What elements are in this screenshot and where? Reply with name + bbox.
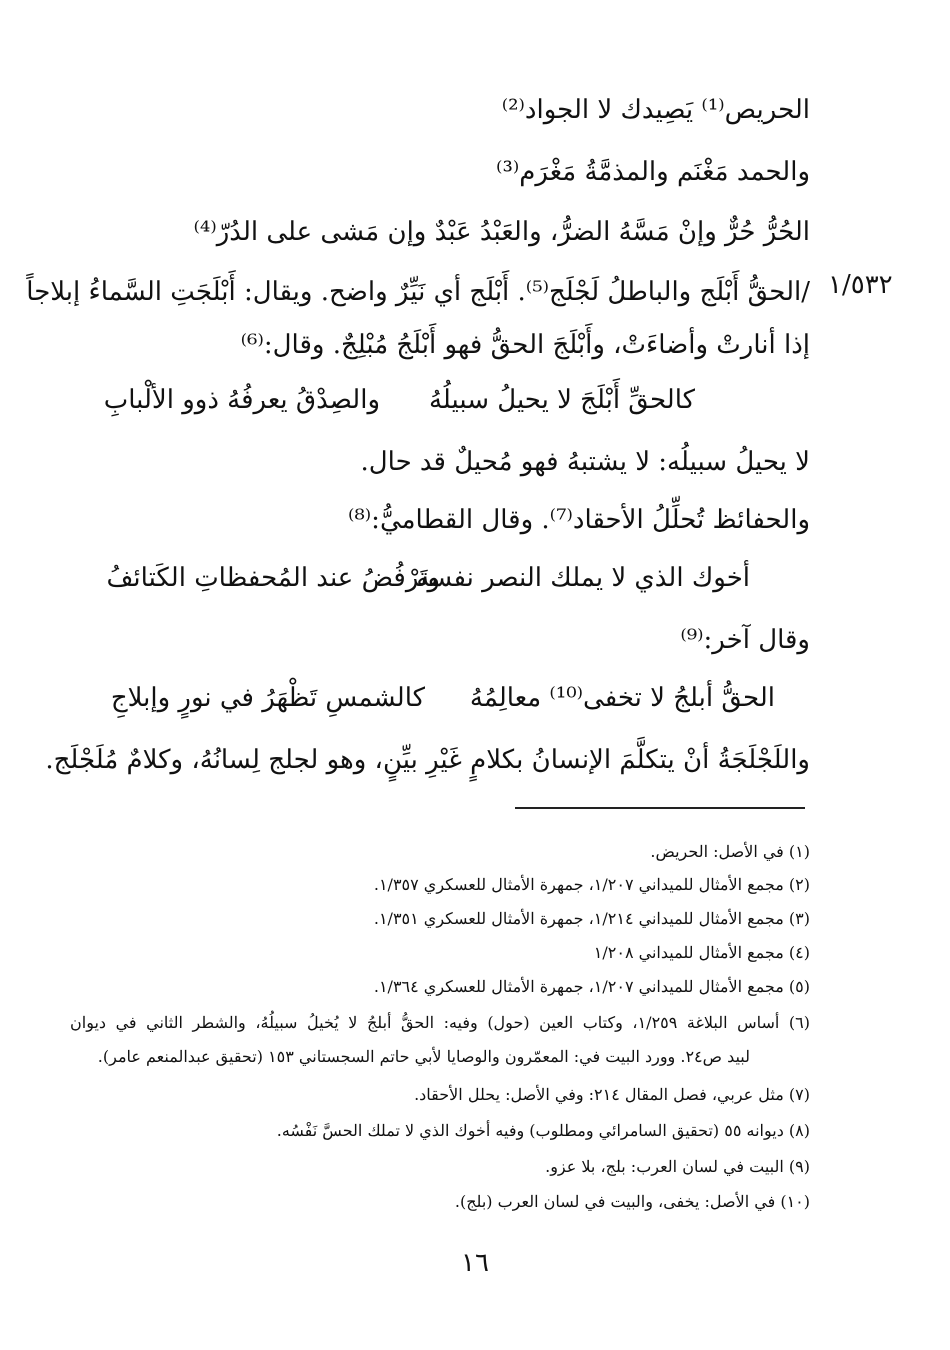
- verse-2-first-hemistich: أخوك الذي لا يملك النصر نفسه: [416, 563, 750, 593]
- footnote-1: (١) في الأصل: الحريض.: [650, 842, 810, 861]
- margin-reference: ١/٥٣٢: [828, 270, 893, 300]
- text-line-6: لا يحيلُ سبيلُه: لا يشتبهُ فهو مُحيلٌ قد حال.: [360, 447, 810, 477]
- text-line-9: واللَجْلَجَةُ أنْ يتكلَّمَ الإنسانُ بكلامٍ غَيْرِ بيِّنٍ، وهو لجلج لِسانُهُ، وكلامٌ مُلَجْلَج.: [45, 745, 810, 775]
- text-line-8: وقال آخر:⁽⁹⁾: [680, 625, 810, 655]
- verse-3-first-hemistich: الحقُّ أبلجُ لا تخفى⁽¹⁰⁾ معالِمُهُ: [469, 683, 775, 713]
- footnote-7: (٧) مثل عربي، فصل المقال ٢١٤: وفي الأصل: يحلل الأحقاد.: [414, 1085, 810, 1104]
- verse-3-second-hemistich: كالشمسِ تَظْهَرُ في نورٍ وإبلاجِ: [110, 683, 425, 713]
- page-number: ١٦: [461, 1248, 489, 1278]
- verse-1-first-hemistich: كالحقِّ أَبْلَجَ لا يحيلُ سبيلُهُ: [428, 385, 695, 415]
- footnote-8: (٨) ديوانه ٥٥ (تحقيق السامرائي ومطلوب) وفيه أخوك الذي لا تملك الحسَّ نَفْسُه.: [276, 1121, 810, 1140]
- footnote-2: (٢) مجمع الأمثال للميداني ١/٢٠٧، جمهرة الأمثال للعسكري ١/٣٥٧.: [373, 875, 810, 894]
- footnote-3: (٣) مجمع الأمثال للميداني ١/٢١٤، جمهرة الأمثال للعسكري ١/٣٥١.: [373, 909, 810, 928]
- footnote-9: (٩) البيت في لسان العرب: بلج، بلا عزو.: [545, 1157, 810, 1176]
- footnote-10: (١٠) في الأصل: يخفى، والبيت في لسان العرب (بلج).: [454, 1192, 810, 1211]
- footnote-divider: [515, 807, 805, 809]
- text-line-1: الحريص⁽¹⁾ يَصِيدك لا الجواد⁽²⁾: [501, 95, 810, 125]
- footnote-4: (٤) مجمع الأمثال للميداني ١/٢٠٨: [593, 943, 810, 962]
- text-line-7: والحفائظ تُحلِّلُ الأحقاد⁽⁷⁾. وقال القطاميُّ:⁽⁸⁾: [347, 505, 810, 535]
- footnote-6-line-2: لبيد ص٢٤. وورد البيت في: المعمّرون والوصايا لأبي حاتم السجستاني ١٥٣ (تحقيق عبدالمنعم عامر).: [97, 1047, 750, 1066]
- text-line-2: والحمد مَغْنَم والمذمَّةُ مَغْرَم⁽³⁾: [496, 157, 810, 187]
- text-line-5: إذا أنارتْ وأضاءَتْ، وأَبْلَجَ الحقُّ فهو أَبْلَجُ مُبْلِجٌ. وقال:⁽⁶⁾: [240, 330, 810, 360]
- verse-1-second-hemistich: والصِدْقُ يعرفُهُ ذوو الألْبابِ: [103, 385, 380, 415]
- footnote-5: (٥) مجمع الأمثال للميداني ١/٢٠٧، جمهرة الأمثال للعسكري ١/٣٦٤.: [373, 977, 810, 996]
- text-line-4: /الحقُّ أَبْلَج والباطلُ لَجْلَج⁽⁵⁾. أَبْلَج أي نَيِّرٌ واضح. ويقال: أَبْلَجَتِ السَّماءُ إبلاجاً: [26, 277, 810, 307]
- text-line-3: الحُرُّ حُرٌّ وإنْ مَسَّهُ الضرُّ، والعَبْدُ عَبْدٌ وإن مَشى على الدُرّ⁽⁴⁾: [193, 217, 810, 247]
- verse-2-second-hemistich: وتَرْفُضُ عند المُحفظاتِ الكَتائفُ: [106, 563, 440, 593]
- footnote-6-line-1: (٦) أساس البلاغة ١/٢٥٩، وكتاب العين (حول) وفيه: الحقُّ أبلجُ لا يُخيلُ سبيلُهُ، والشطر الثاني في ديوان: [70, 1013, 810, 1032]
